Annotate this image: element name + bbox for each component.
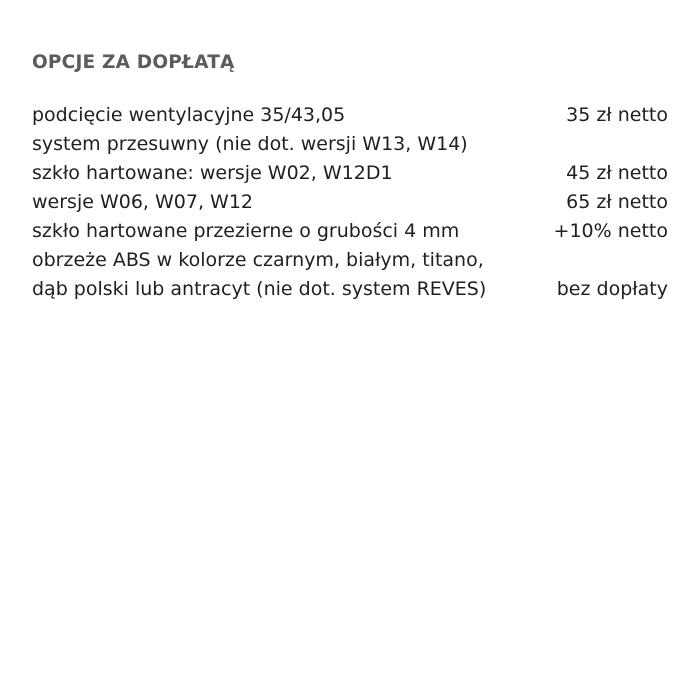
option-label: podcięcie wentylacyjne 35/43,05 xyxy=(32,104,346,126)
option-row xyxy=(32,101,668,130)
option-label: szkło hartowane przezierne o grubości 4 mm xyxy=(32,220,460,242)
section-title: OPCJE ZA DOPŁATĄ xyxy=(32,52,235,73)
option-row xyxy=(32,188,668,217)
option-price: bez dopłaty xyxy=(556,278,668,300)
option-price: 45 zł netto xyxy=(566,162,668,184)
option-row xyxy=(32,130,668,159)
option-label: obrzeże ABS w kolorze czarnym, białym, titano, xyxy=(32,249,484,271)
option-price: 35 zł netto xyxy=(566,104,668,126)
option-row xyxy=(32,275,668,304)
option-label: system przesuwny (nie dot. wersji W13, W14) xyxy=(32,133,468,155)
option-price: 65 zł netto xyxy=(566,191,668,213)
options-list xyxy=(32,101,668,304)
option-row xyxy=(32,159,668,188)
option-row xyxy=(32,217,668,246)
option-label: szkło hartowane: wersje W02, W12D1 xyxy=(32,162,393,184)
option-row xyxy=(32,246,668,275)
option-label: wersje W06, W07, W12 xyxy=(32,191,253,213)
option-price: +10% netto xyxy=(553,220,668,242)
option-label: dąb polski lub antracyt (nie dot. system REVES) xyxy=(32,278,487,300)
